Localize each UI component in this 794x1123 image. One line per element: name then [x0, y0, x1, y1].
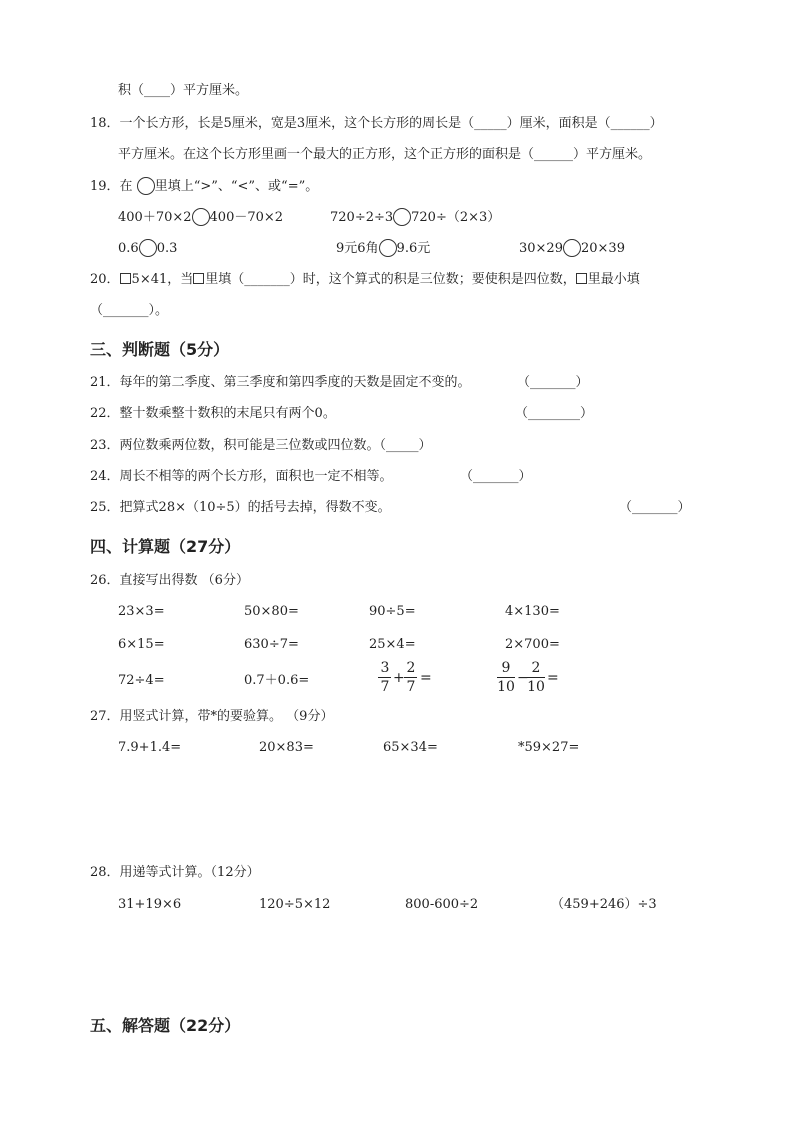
- q17-tail: 积（____）平方厘米。: [118, 83, 249, 98]
- section-title-calc: 四、计算题（27分）: [90, 537, 241, 556]
- q19-item-right: 9.6元: [396, 241, 431, 256]
- q26-item: 90÷5=: [369, 604, 416, 619]
- q26-item: 630÷7=: [244, 637, 299, 652]
- square-blank-icon: [193, 273, 204, 284]
- fraction-equals: =: [420, 670, 432, 686]
- fraction-denominator: 10: [527, 679, 545, 695]
- fraction-numerator: 3: [380, 660, 390, 676]
- compare-circle-icon[interactable]: [563, 239, 581, 257]
- fraction-bar: [378, 677, 391, 678]
- q28-item: 800-600÷2: [405, 897, 479, 912]
- compare-circle-icon: [137, 177, 155, 195]
- q26-item: 2×700=: [505, 637, 560, 652]
- q27-item: *59×27=: [518, 740, 580, 755]
- fraction-operator: −: [517, 670, 529, 686]
- q20-line1-a: 5×41，当: [131, 272, 194, 287]
- q27-title: 27．用竖式计算，带*的要验算。 （9分）: [90, 709, 334, 724]
- q20-number: 20．: [90, 272, 120, 287]
- q19-intro-a: 19．在: [90, 179, 133, 194]
- q18-line1: 18．一个长方形，长是5厘米，宽是3厘米，这个长方形的周长是（_____）厘米，面积是（______）: [90, 116, 663, 131]
- q27-item: 20×83=: [259, 740, 314, 755]
- q26-item: 6×15=: [118, 637, 165, 652]
- section-title-solve: 五、解答题（22分）: [90, 1016, 241, 1035]
- fraction: [378, 660, 392, 695]
- judge-blank-21[interactable]: （_______）: [517, 375, 589, 390]
- q19-item-left: 9元6角: [336, 241, 379, 256]
- q20-line2: （_______）。: [90, 303, 169, 318]
- q28-item: （459+246）÷3: [551, 897, 657, 912]
- compare-circle-icon[interactable]: [192, 208, 210, 226]
- judge-item-24: 24．周长不相等的两个长方形，面积也一定不相等。: [90, 469, 393, 484]
- q19-item-2: [330, 208, 500, 227]
- fraction-bar: [497, 677, 515, 678]
- q19-item-1: [118, 208, 283, 227]
- section-title-judge: 三、判断题（5分）: [90, 340, 230, 359]
- q20-line1: [90, 271, 640, 289]
- fraction-denominator: 7: [380, 679, 390, 695]
- fraction: [527, 660, 545, 695]
- fraction-bar: [404, 677, 417, 678]
- q26-item: 4×130=: [505, 604, 560, 619]
- judge-item-23: 23．两位数乘两位数，积可能是三位数或四位数。（_____）: [90, 438, 432, 453]
- q19-item-left: 0.6: [118, 241, 139, 256]
- judge-item-25: 25．把算式28×（10÷5）的括号去掉，得数不变。: [90, 500, 391, 515]
- q27-item: 7.9+1.4=: [118, 740, 182, 755]
- q28-title: 28．用递等式计算。（12分）: [90, 865, 260, 880]
- q28-item: 120÷5×12: [259, 897, 331, 912]
- fraction-numerator: 2: [406, 660, 416, 676]
- q26-item: 50×80=: [244, 604, 299, 619]
- q18-line2: 平方厘米。在这个长方形里画一个最大的正方形，这个正方形的面积是（______）平方厘米。: [118, 147, 652, 162]
- square-blank-icon: [120, 273, 131, 284]
- judge-blank-25[interactable]: （_______）: [619, 500, 691, 515]
- fraction-denominator: 10: [497, 679, 515, 695]
- q19-item-left: 400＋70×2: [118, 210, 192, 225]
- fraction-bar: [527, 677, 545, 678]
- q19-intro-b: 里填上“>”、“<”、或“=”。: [154, 179, 319, 194]
- fraction-denominator: 7: [406, 679, 416, 695]
- compare-circle-icon[interactable]: [393, 208, 411, 226]
- fraction-operator: +: [393, 670, 405, 686]
- q19-item-4: [336, 239, 430, 258]
- q26-item: 0.7＋0.6=: [244, 673, 310, 688]
- compare-circle-icon[interactable]: [379, 239, 397, 257]
- judge-item-21: 21．每年的第二季度、第三季度和第四季度的天数是固定不变的。: [90, 375, 471, 390]
- judge-blank-22[interactable]: （________）: [515, 406, 594, 421]
- q28-item: 31+19×6: [118, 897, 182, 912]
- square-blank-icon: [576, 273, 587, 284]
- fraction-numerator: 2: [531, 660, 541, 676]
- judge-item-22: 22．整十数乘整十数积的末尾只有两个0。: [90, 406, 336, 421]
- q19-item-3: [118, 239, 177, 258]
- q19-item-right: 20×39: [580, 241, 625, 256]
- q19-item-right: 0.3: [156, 241, 178, 256]
- compare-circle-icon[interactable]: [139, 239, 157, 257]
- q26-title: 26．直接写出得数 （6分）: [90, 573, 249, 588]
- q19-item-right: 400－70×2: [209, 210, 284, 225]
- q20-line1-c: 里最小填: [587, 272, 640, 287]
- q19-item-5: [519, 239, 625, 258]
- q19-item-right: 720÷（2×3）: [411, 210, 501, 225]
- q19-item-left: 30×29: [519, 241, 563, 256]
- fraction: [404, 660, 418, 695]
- q20-line1-b: 里填（_______）时，这个算式的积是三位数；要使积是四位数，: [205, 272, 576, 287]
- fraction-equals: =: [547, 670, 559, 686]
- q19-item-left: 720÷2÷3: [330, 210, 394, 225]
- q19-intro: [90, 177, 318, 196]
- q26-item: 25×4=: [369, 637, 416, 652]
- judge-blank-24[interactable]: （_______）: [460, 469, 532, 484]
- q27-item: 65×34=: [383, 740, 438, 755]
- q26-item: 23×3=: [118, 604, 165, 619]
- fraction: [497, 660, 515, 695]
- q26-item: 72÷4=: [118, 673, 165, 688]
- fraction-numerator: 9: [501, 660, 511, 676]
